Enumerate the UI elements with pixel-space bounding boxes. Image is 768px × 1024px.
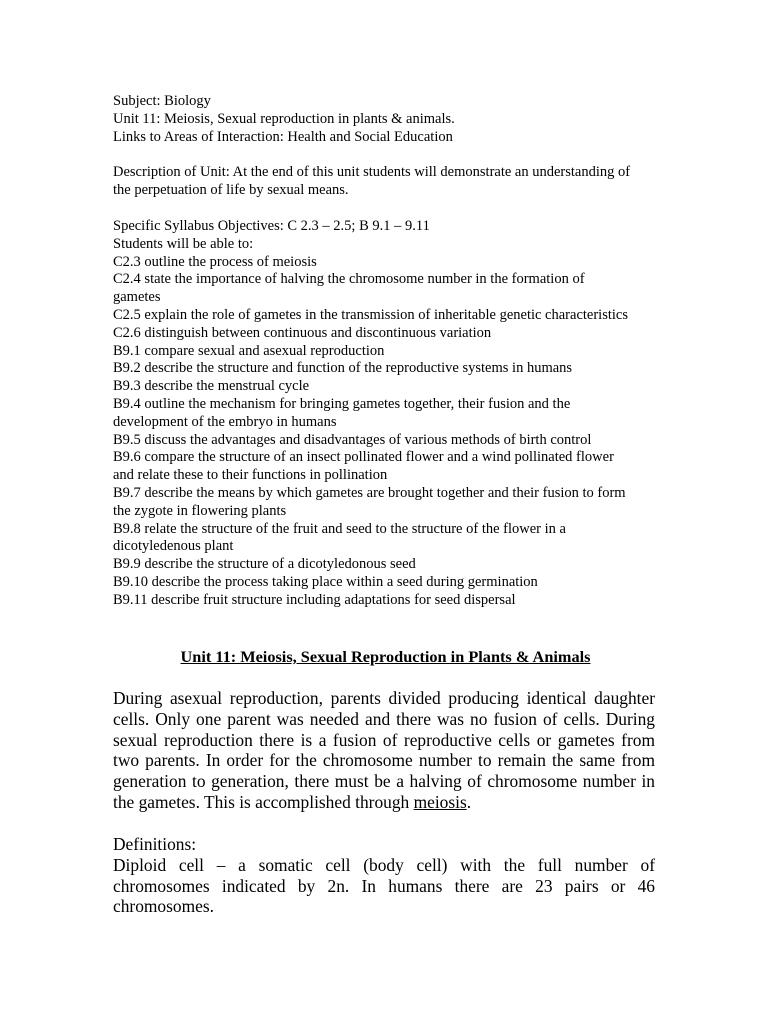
objective-line: B9.8 relate the structure of the fruit and seed to the structure of the flower in a — [113, 520, 566, 537]
objective-line: C2.4 state the importance of halving the chromosome number in the formation of — [113, 271, 585, 288]
subject-line: Subject: Biology — [113, 93, 211, 109]
objective-line: C2.5 explain the role of gametes in the transmission of inheritable genetic characteristics — [113, 306, 628, 323]
objective-line: B9.3 describe the menstrual cycle — [113, 378, 310, 395]
objective-line: B9.1 compare sexual and asexual reproduction — [113, 342, 385, 359]
objective-line: B9.5 discuss the advantages and disadvantages of various methods of birth control — [113, 431, 592, 448]
objective-line: B9.6 compare the structure of an insect pollinated flower and a wind pollinated flower — [113, 449, 614, 466]
objective-line: B9.4 outline the mechanism for bringing gametes together, their fusion and the — [113, 395, 571, 412]
diploid-definition: Diploid cell – a somatic cell (body cell) with the full number of chromosomes indicated by 2n. In humans there are 23 pairs or 46 chromosomes. — [113, 854, 655, 917]
description-line-2: the perpetuation of life by sexual means. — [113, 182, 349, 199]
objective-line: B9.10 describe the process taking place within a seed during germination — [113, 573, 538, 590]
unit-line: Unit 11: Meiosis, Sexual reproduction in plants & animals. — [113, 110, 455, 127]
objective-line: B9.7 describe the means by which gametes are brought together and their fusion to form — [113, 484, 626, 501]
objective-line: B9.11 describe fruit structure including adaptations for seed dispersal — [113, 591, 516, 608]
syllabus-heading: Specific Syllabus Objectives: C 2.3 – 2.5; B 9.1 – 9.11 — [113, 217, 430, 234]
meiosis-term: meiosis — [413, 791, 467, 812]
definitions-block — [113, 834, 655, 917]
intro-text: During asexual reproduction, parents divided producing identical daughter cells. Only one parent was needed and there was no fusion of cells. During sexual reproduction there is a fusion of reproductive cells or gametes from two parents. In order for the chromosome number to remain the same from generation to generation, there must be a halving of chromosome number in the gametes. This is accomplished through — [113, 688, 655, 812]
section-title: Unit 11: Meiosis, Sexual Reproduction in Plants & Animals — [180, 647, 591, 666]
objective-line: C2.3 outline the process of meiosis — [113, 253, 317, 270]
intro-end: . — [466, 791, 472, 812]
objective-line: B9.2 describe the structure and function of the reproductive systems in humans — [113, 360, 573, 377]
objective-line: and relate these to their functions in pollination — [113, 467, 388, 484]
objective-line: development of the embryo in humans — [113, 413, 337, 430]
objective-line: the zygote in flowering plants — [113, 502, 287, 519]
syllabus-intro: Students will be able to: — [113, 235, 254, 252]
objectives-list — [113, 254, 658, 610]
definitions-label: Definitions: — [113, 834, 197, 854]
links-line: Links to Areas of Interaction: Health and Social Education — [113, 128, 453, 145]
description-line-1: Description of Unit: At the end of this unit students will demonstrate an understanding of — [113, 164, 631, 181]
unit-overview — [113, 93, 658, 610]
objective-line: C2.6 distinguish between continuous and discontinuous variation — [113, 324, 492, 341]
intro-paragraph — [113, 688, 655, 813]
objective-line: B9.9 describe the structure of a dicotyledonous seed — [113, 556, 416, 573]
objective-line: dicotyledenous plant — [113, 538, 234, 555]
objective-line: gametes — [113, 289, 161, 306]
